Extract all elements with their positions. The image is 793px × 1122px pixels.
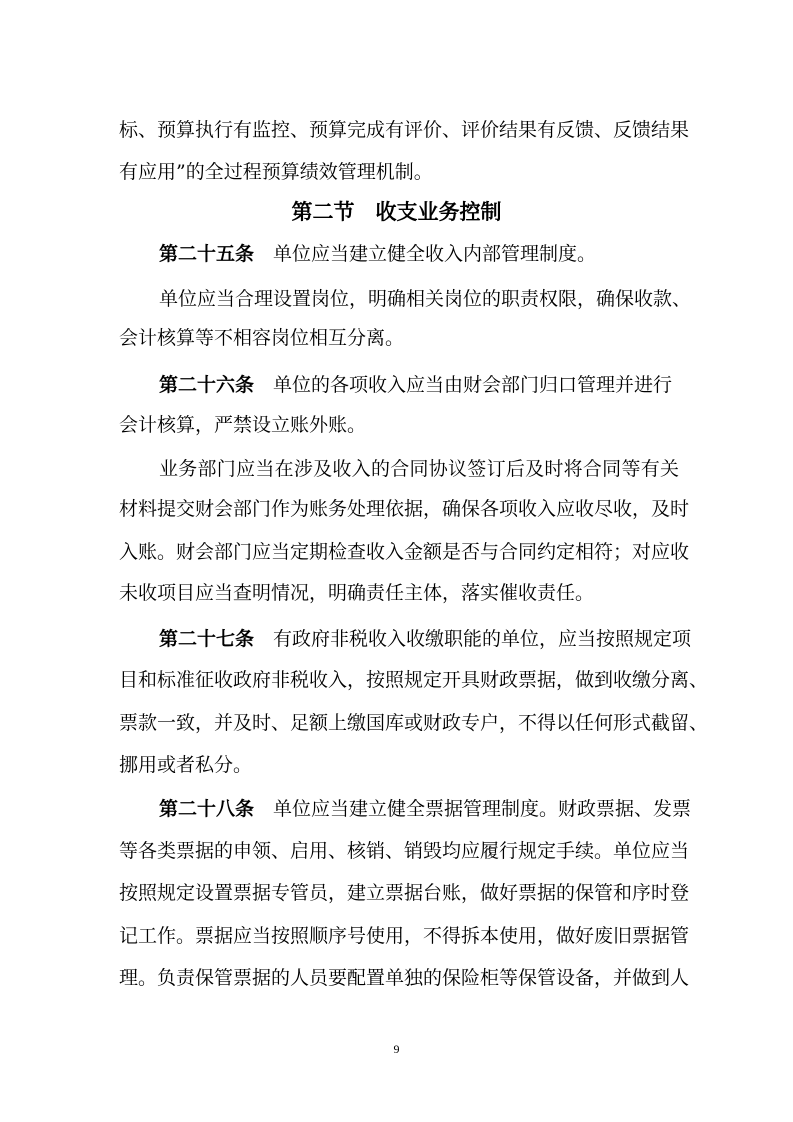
article-27-line-2: 目和标准征收政府非税收入，按照规定开具财政票据，做到收缴分离、 [119,669,709,691]
article-27-line-3: 票款一致，并及时、足额上缴国库或财政专户，不得以任何形式截留、 [119,712,709,734]
article-25-text: 单位应当建立健全收入内部管理制度。 [273,243,597,265]
continuation-line-1: 标、预算执行有监控、预算完成有评价、评价结果有反馈、反馈结果 [119,119,690,141]
article-27-line-1 [159,626,692,652]
article-26-para2-line-1: 业务部门应当在涉及收入的合同协议签订后及时将合同等有关 [159,458,679,480]
article-28-line-3: 按照规定设置票据专管员，建立票据台账，做好票据的保管和序时登 [119,882,690,904]
article-25-label: 第二十五条 [159,243,255,265]
article-28-text: 单位应当建立健全票据管理制度。财政票据、发票 [273,798,692,820]
article-26-line-1 [159,372,679,398]
section-title: 第二节 收支业务控制 [291,200,502,224]
article-26-label: 第二十六条 [159,374,255,396]
article-25-para2-line-2: 会计核算等不相容岗位相互分离。 [119,327,405,349]
article-28-line-2: 等各类票据的申领、启用、核销、销毁均应履行规定手续。单位应当 [119,840,690,862]
article-28-label: 第二十八条 [159,798,255,820]
article-27-line-4: 挪用或者私分。 [119,754,253,776]
article-26-para2-line-2: 材料提交财会部门作为账务处理依据，确保各项收入应收尽收，及时 [119,498,690,520]
article-26-text: 单位的各项收入应当由财会部门归口管理并进行 [273,374,673,396]
article-25-line [159,241,679,267]
article-28-line-1 [159,796,692,822]
article-26-para2-line-3: 入账。财会部门应当定期检查收入金额是否与合同约定相符；对应收 [119,541,690,563]
article-28-line-4: 记工作。票据应当按照顺序号使用，不得拆本使用，做好废旧票据管 [119,925,690,947]
article-26-line-2: 会计核算，严禁设立账外账。 [119,414,367,436]
article-28-line-5: 理。负责保管票据的人员要配置单独的保险柜等保管设备，并做到人 [119,967,690,989]
continuation-line-2: 有应用”的全过程预算绩效管理机制。 [119,161,433,183]
article-25-para2-line-1: 单位应当合理设置岗位，明确相关岗位的职责权限，确保收款、 [159,288,692,310]
article-27-label: 第二十七条 [159,628,255,650]
article-26-para2-line-4: 未收项目应当查明情况，明确责任主体，落实催收责任。 [119,582,595,604]
page-number: 9 [393,1042,400,1056]
article-27-text: 有政府非税收入收缴职能的单位，应当按照规定项 [273,628,692,650]
